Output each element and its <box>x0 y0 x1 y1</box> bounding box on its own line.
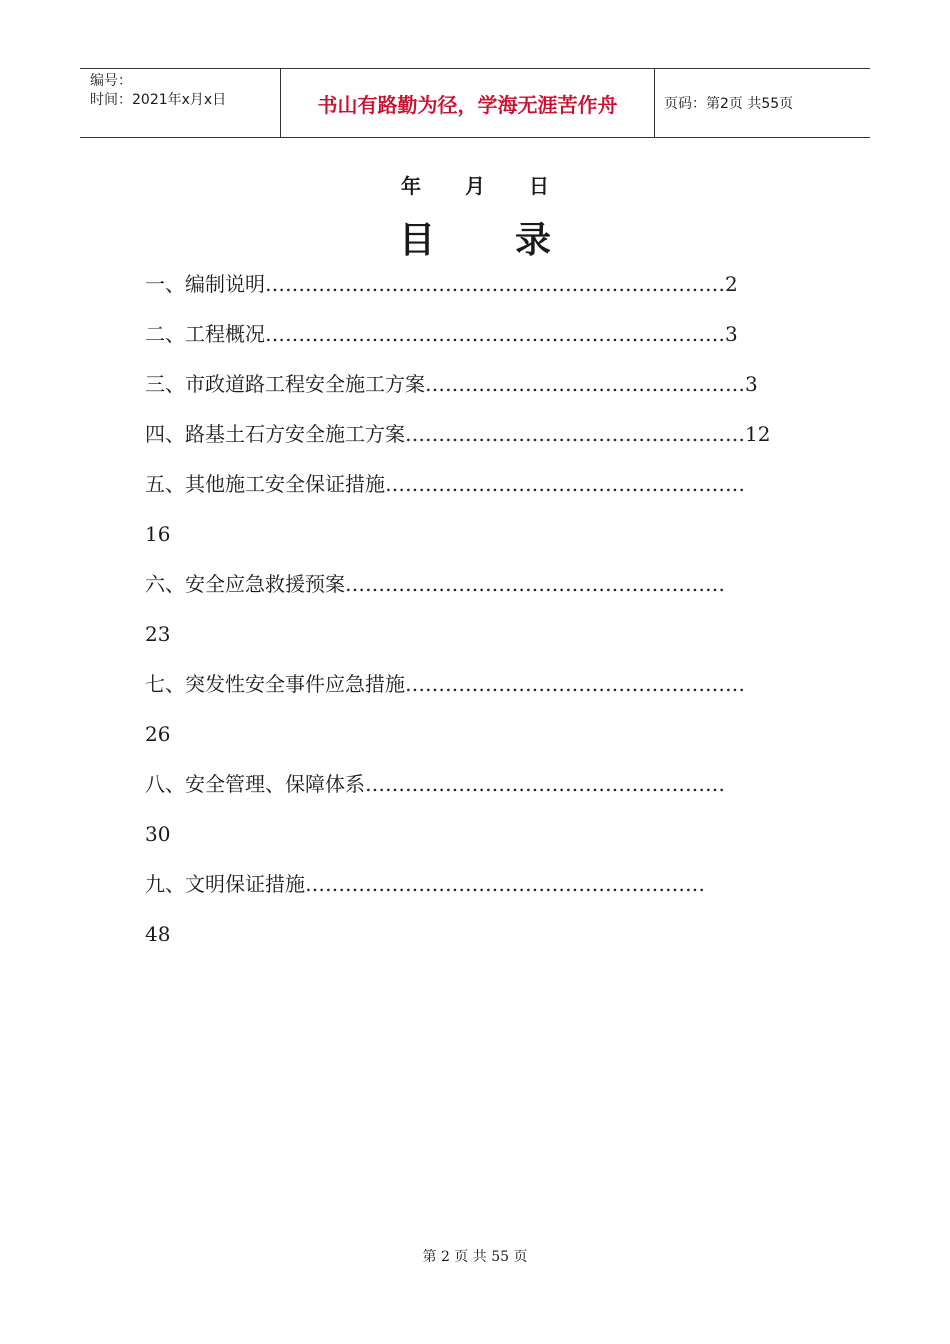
toc-leader-dots: …………………………………………………………… <box>265 272 725 296</box>
toc-entry-page: 2 <box>725 272 738 296</box>
toc-entry-page: 16 <box>145 522 171 546</box>
toc-entry-page: 23 <box>145 622 171 646</box>
toc-entry[interactable] <box>145 468 805 518</box>
page-footer: 第 2 页 共 55 页 <box>422 1249 528 1265</box>
toc-leader-dots: …………………………………………………………… <box>265 322 725 346</box>
toc-entry-page: 3 <box>725 322 738 346</box>
toc-entry-title: 三、市政道路工程安全施工方案 <box>145 372 425 396</box>
toc-entry[interactable] <box>145 318 805 368</box>
toc-entry[interactable] <box>145 418 805 468</box>
toc-leader-dots: …………………………………………… <box>405 422 745 446</box>
date-day: 日 <box>529 174 549 198</box>
toc-entry-page-line <box>145 818 805 868</box>
toc-entry[interactable] <box>145 668 805 718</box>
toc-entry-page: 26 <box>145 722 171 746</box>
toc-entry-page: 3 <box>745 372 758 396</box>
toc-entry-page-line <box>145 718 805 768</box>
toc-entry-page-line <box>145 518 805 568</box>
toc-entry-page-line <box>145 618 805 668</box>
table-of-contents <box>145 268 805 968</box>
toc-entry-title: 九、文明保证措施 <box>145 872 305 896</box>
toc-leader-dots: ……………………………………………… <box>385 472 745 496</box>
date-line <box>0 170 950 199</box>
header-number: 编号： <box>90 73 132 89</box>
toc-title-char: 目 <box>398 220 435 261</box>
toc-entry-title: 四、路基土石方安全施工方案 <box>145 422 405 446</box>
toc-title-char: 录 <box>515 220 552 261</box>
toc-leader-dots: ……………………………………………… <box>365 772 725 796</box>
date-month: 月 <box>465 174 485 198</box>
toc-entry-title: 八、安全管理、保障体系 <box>145 772 365 796</box>
header-motto: 书山有路勤为径，学海无涯苦作舟 <box>281 69 655 137</box>
date-year: 年 <box>401 174 421 198</box>
toc-entry[interactable] <box>145 568 805 618</box>
toc-entry-title: 六、安全应急救援预案 <box>145 572 345 596</box>
header-meta <box>80 69 281 137</box>
toc-entry-page: 30 <box>145 822 171 846</box>
toc-leader-dots: …………………………………………… <box>405 672 745 696</box>
header-time: 时间：2021年x月x日 <box>90 92 227 108</box>
toc-entry[interactable] <box>145 268 805 318</box>
toc-entry-page: 12 <box>745 422 771 446</box>
toc-entry[interactable] <box>145 368 805 418</box>
toc-entry-title: 七、突发性安全事件应急措施 <box>145 672 405 696</box>
toc-entry-title: 二、工程概况 <box>145 322 265 346</box>
toc-entry[interactable] <box>145 868 805 918</box>
toc-entry-page: 48 <box>145 922 171 946</box>
toc-entry-title: 五、其他施工安全保证措施 <box>145 472 385 496</box>
toc-leader-dots: ………………………………………………… <box>345 572 725 596</box>
toc-leader-dots: ………………………………………… <box>425 372 745 396</box>
header-page-info: 页码：第2页 共55页 <box>664 96 794 112</box>
toc-title <box>0 212 950 263</box>
toc-leader-dots: …………………………………………………… <box>305 872 705 896</box>
toc-entry-page-line <box>145 918 805 968</box>
toc-entry-title: 一、编制说明 <box>145 272 265 296</box>
header-table <box>80 68 870 138</box>
toc-entry[interactable] <box>145 768 805 818</box>
